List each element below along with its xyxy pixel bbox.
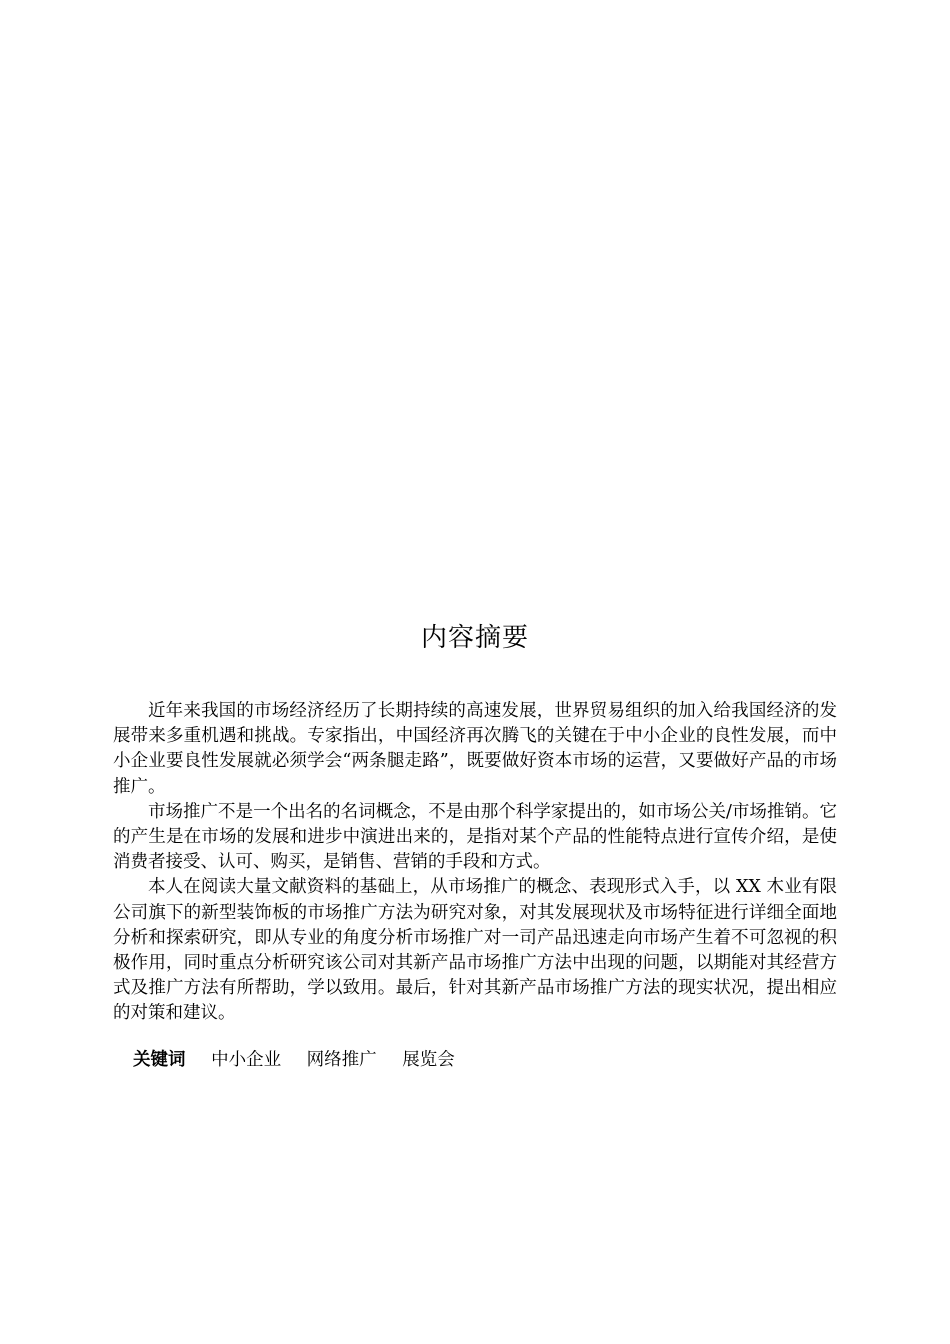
- keyword-item: 中小企业: [211, 1050, 282, 1070]
- keyword-item: 网络推广: [306, 1050, 377, 1070]
- abstract-title: 内容摘要: [420, 623, 529, 653]
- abstract-body: [113, 699, 837, 1027]
- keywords-label: 关键词: [133, 1050, 186, 1070]
- keyword-item: 展览会: [402, 1050, 455, 1070]
- abstract-paragraph-2: 市场推广不是一个出名的名词概念，不是由那个科学家提出的，如市场公关/市场推销。它的产生是在市场的发展和进步中演进出来的，是指对某个产品的性能特点进行宣传介绍，是使消费者接受、认可、购买，是销售、营销的手段和方式。: [113, 801, 837, 873]
- abstract-paragraph-3: 本人在阅读大量文献资料的基础上，从市场推广的概念、表现形式入手，以 XX 木业有限公司旗下的新型装饰板的市场推广方法为研究对象，对其发展现状及市场特征进行详细全面地分析和探索研究，即从专业的角度分析市场推广对一司产品迅速走向市场产生着不可忽视的积极作用，同时重点分析研究该公司对其新产品市场推广方法中出现的问题，以期能对其经营方式及推广方法有所帮助，学以致用。最后，针对其新产品市场推广方法的现实状况，提出相应的对策和建议。: [113, 877, 837, 1024]
- keywords-line: [133, 1047, 833, 1073]
- abstract-paragraph-1: 近年来我国的市场经济经历了长期持续的高速发展，世界贸易组织的加入给我国经济的发展带来多重机遇和挑战。专家指出，中国经济再次腾飞的关键在于中小企业的良性发展，而中小企业要良性发展就必须学会“两条腿走路”，既要做好资本市场的运营，又要做好产品的市场推广。: [113, 701, 837, 797]
